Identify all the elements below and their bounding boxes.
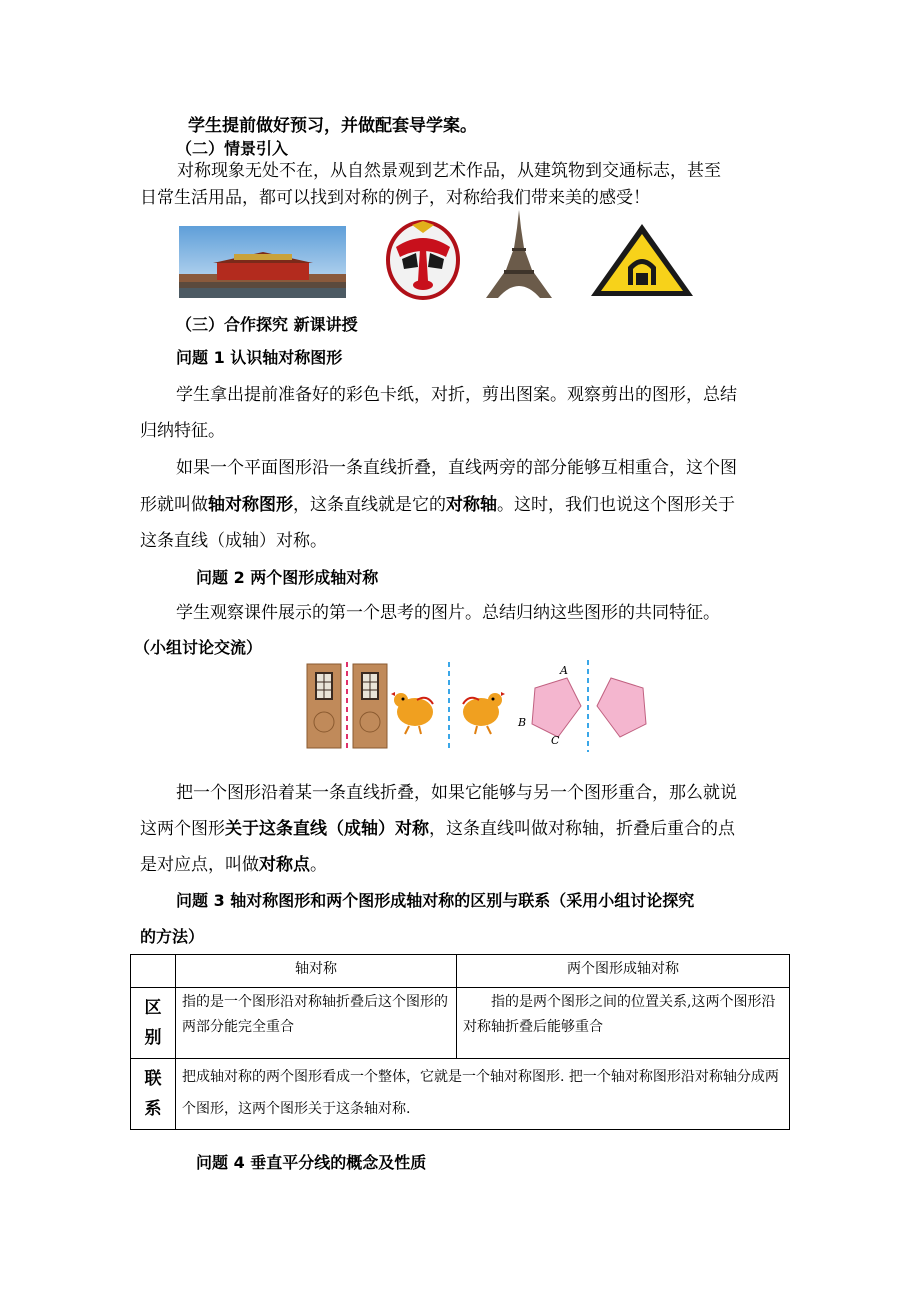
table-header-row: [131, 955, 790, 988]
intro-line-2: 日常生活用品，都可以找到对称的例子，对称给我们带来美的感受！: [140, 188, 650, 208]
problem-3-heading-1: 问题 3 轴对称图形和两个图形成轴对称的区别与联系（采用小组讨论探究: [176, 891, 695, 910]
table-corner-cell: [131, 955, 176, 988]
vertex-label-c: C: [551, 734, 560, 747]
definition-line-3: 这条直线（成轴）对称。: [140, 531, 327, 551]
intro-line-1: 对称现象无处不在，从自然景观到艺术作品，从建筑物到交通标志，甚至: [177, 161, 721, 181]
problem-2-heading: 问题 2 两个图形成轴对称: [196, 568, 379, 587]
section-3-heading: （三）合作探究 新课讲授: [176, 315, 358, 334]
table-header-axis-symmetric: 轴对称: [176, 955, 457, 988]
axis-definition-line-3: 是对应点，叫做对称点。: [140, 855, 327, 875]
table-cell-difference-1: 指的是一个图形沿对称轴折叠后这个图形的两部分能完全重合: [176, 988, 457, 1059]
group-discussion-note: （小组讨论交流）: [134, 638, 263, 657]
problem-2-line-1: 学生观察课件展示的第一个思考的图片。总结归纳这些图形的共同特征。: [176, 603, 720, 623]
table-row-head-connection: 联 系: [131, 1059, 176, 1130]
tiananmen-image: [179, 226, 346, 298]
table-cell-difference-2: 指的是两个图形之间的位置关系,这两个图形沿对称轴折叠后能够重合: [457, 988, 790, 1059]
problem-4-heading: 问题 4 垂直平分线的概念及性质: [196, 1153, 427, 1172]
eiffel-tower-image: [482, 208, 556, 300]
problem-1-heading: 问题 1 认识轴对称图形: [176, 348, 343, 367]
axis-definition-line-1: 把一个图形沿着某一条直线折叠，如果它能够与另一个图形重合，那么就说: [176, 783, 737, 803]
table-cell-connection: 把成轴对称的两个图形看成一个整体，它就是一个轴对称图形. 把一个轴对称图形沿对称轴分成两个图形，这两个图形关于这条轴对称.: [176, 1059, 790, 1130]
table-row-head-difference: 区 别: [131, 988, 176, 1059]
problem-1-line-1: 学生拿出提前准备好的彩色卡纸，对折，剪出图案。观察剪出的图形，总结: [176, 385, 737, 405]
symmetric-figures-image: [305, 660, 650, 752]
tunnel-warning-sign-image: [588, 221, 696, 299]
prep-line: 学生提前做好预习，并做配套导学案。: [188, 116, 477, 136]
opera-mask-image: [382, 219, 464, 301]
table-row-difference: [131, 988, 790, 1059]
problem-1-line-2: 归纳特征。: [140, 421, 225, 441]
axis-definition-line-2: 这两个图形关于这条直线（成轴）对称，这条直线叫做对称轴，折叠后重合的点: [140, 819, 735, 839]
definition-line-1: 如果一个平面图形沿一条直线折叠，直线两旁的部分能够互相重合，这个图: [176, 458, 737, 478]
section-2-heading: （二）情景引入: [176, 139, 289, 158]
table-row-connection: [131, 1059, 790, 1130]
vertex-label-b: B: [518, 716, 527, 729]
vertex-label-a: A: [560, 664, 568, 677]
problem-3-heading-2: 的方法）: [140, 927, 205, 946]
comparison-table: [130, 954, 790, 1130]
table-header-two-figures: 两个图形成轴对称: [457, 955, 790, 988]
definition-line-2: 形就叫做轴对称图形，这条直线就是它的对称轴。这时，我们也说这个图形关于: [140, 495, 735, 515]
